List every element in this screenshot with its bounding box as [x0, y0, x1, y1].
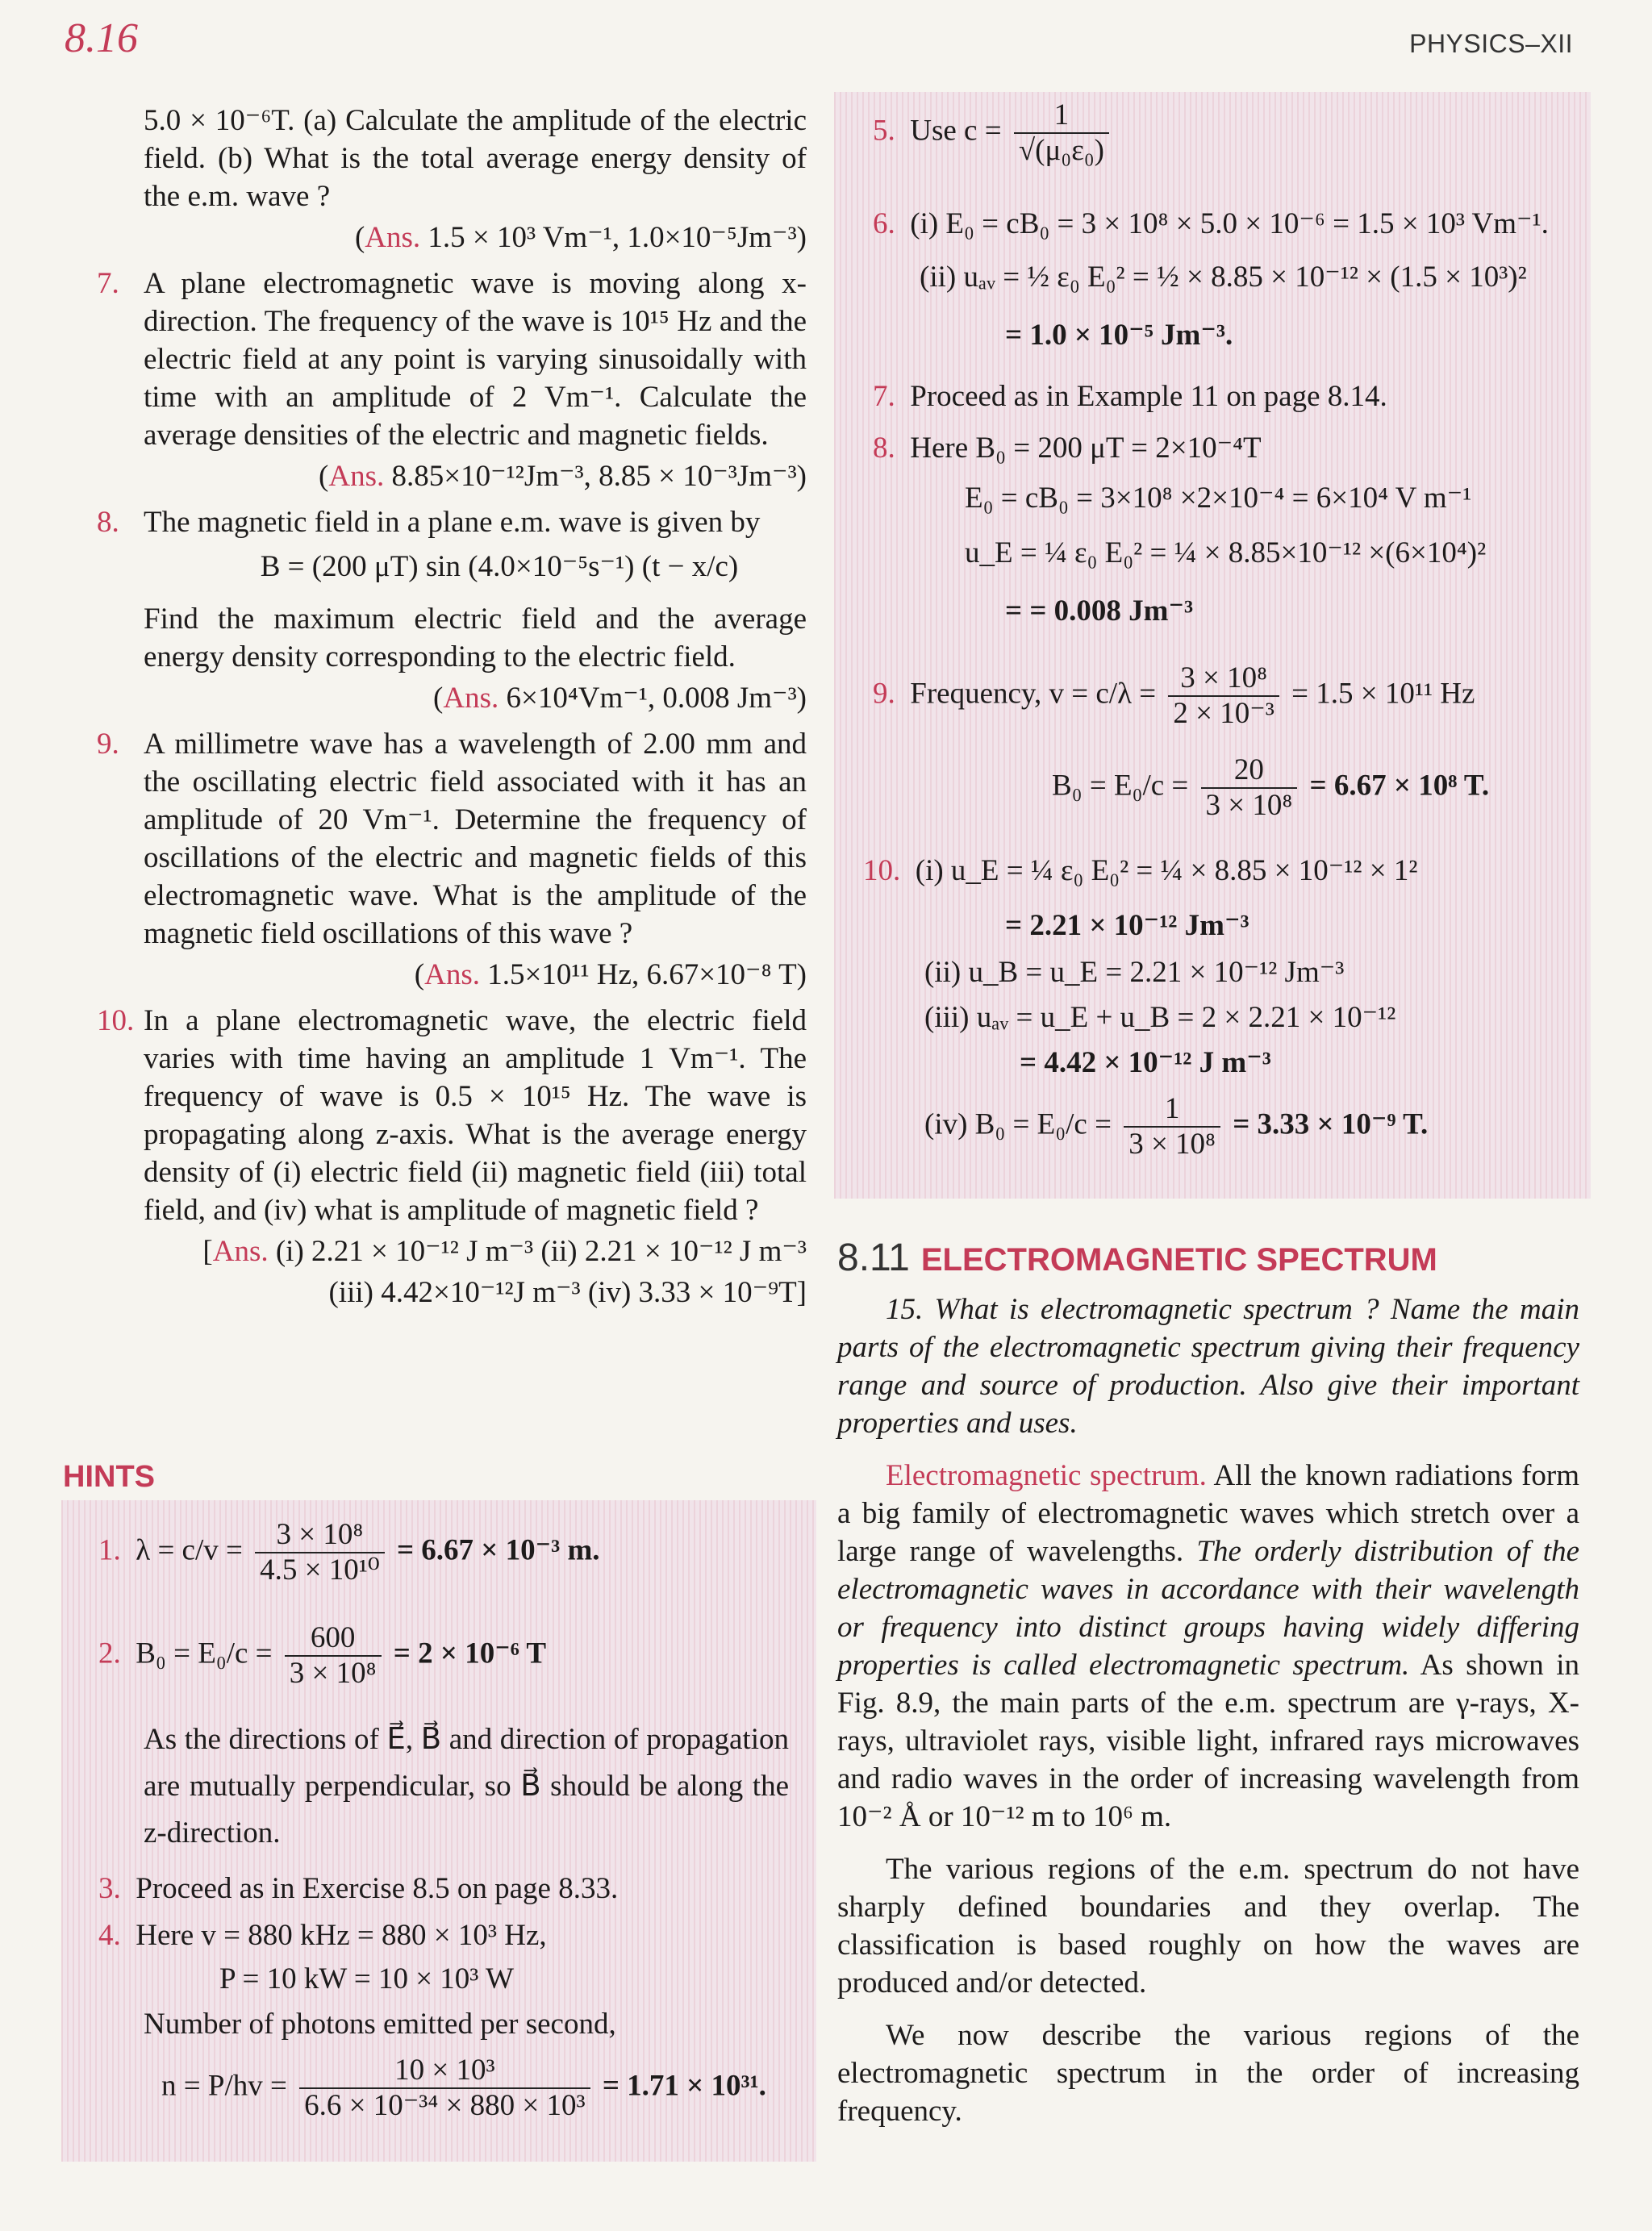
denominator: 4.5 × 10¹⁰: [260, 1553, 380, 1587]
answer-value: (iii) 4.42×10⁻¹²J m⁻³ (iv) 3.33 × 10⁻⁹T]: [328, 1276, 807, 1309]
exercise-number: 9.: [97, 728, 119, 761]
answer-label: Ans.: [328, 460, 385, 493]
hint-text: Proceed as in Example 11 on page 8.14.: [910, 380, 1387, 413]
hint-number: 10.: [863, 854, 901, 887]
answer-value: 1.5×10¹¹ Hz, 6.67×10⁻⁸ T): [487, 958, 807, 991]
numerator: 3 × 10⁸: [255, 1518, 385, 1553]
hint-6: [873, 205, 1549, 243]
denominator: 3 × 10⁸: [1205, 789, 1293, 822]
numerator: 1: [1124, 1092, 1220, 1128]
hint-8-line: E₀ = cB₀ = 3×10⁸ ×2×10⁻⁴ = 6×10⁴ V m⁻¹: [965, 482, 1472, 515]
hint-4: [98, 1916, 547, 1954]
denominator: 6.6 × 10⁻³⁴ × 880 × 10³: [304, 2089, 586, 2122]
hint-10: [863, 852, 1417, 890]
hint-2: [98, 1621, 546, 1691]
answer: (Ans. 1.5×10¹¹ Hz, 6.67×10⁻⁸ T): [414, 958, 807, 991]
hint-6-line: (ii) uₐᵥ = ½ ε₀ E₀² = ½ × 8.85 × 10⁻¹² × (1.5 × 10³)²: [920, 261, 1527, 294]
hint-4-formula: [161, 2054, 766, 2123]
hint-1: [98, 1518, 600, 1587]
hint-number: 2.: [98, 1637, 121, 1670]
exercise-number: 7.: [97, 267, 119, 300]
hint-4-line: P = 10 kW = 10 × 10³ W: [219, 1962, 514, 1995]
hint-result: = 3.33 × 10⁻⁹ T.: [1233, 1107, 1429, 1141]
hint-text: Use c =: [910, 114, 1002, 148]
exercise-7: [97, 265, 807, 495]
hint-number: 5.: [873, 114, 895, 148]
answer: [144, 1274, 807, 1311]
running-head: PHYSICS–XII: [1409, 29, 1573, 58]
answer-value: 6×10⁴Vm⁻¹, 0.008 Jm⁻³): [506, 682, 807, 715]
exercise-text: A plane electromagnetic wave is moving along x-direction. The frequency of the wave is 10¹⁵ Hz and the electric field at any point is varying sinusoidally with time with an amplitude of 2 Vm⁻¹. Calculate the average densities of the electric and magnetic fields.: [144, 267, 807, 452]
section-number: 8.11: [837, 1236, 910, 1279]
denominator: 3 × 10⁸: [1128, 1128, 1216, 1161]
hint-4-line: Number of photons emitted per second,: [144, 2008, 616, 2041]
exercise-text: In a plane electromagnetic wave, the electric field varies with time having an amplitude 1 Vm⁻¹. The frequency of wave is 0.5 × 10¹⁵ Hz. The wave is propagating along z-axis. What is the average energy density of (i) electric field (ii) magnetic field (iii) total field, and (iv) what is amplitude of magnetic field ?: [144, 1004, 807, 1227]
fraction: [1014, 98, 1109, 168]
hint-lhs: B₀ = E₀/c =: [136, 1637, 273, 1670]
section-title: ELECTROMAGNETIC SPECTRUM: [920, 1242, 1437, 1278]
hint-text: Here v = 880 kHz = 880 × 10³ Hz,: [136, 1919, 547, 1952]
answer: [Ans. (i) 2.21 × 10⁻¹² J m⁻³ (ii) 2.21 × 10⁻¹² J m⁻³: [202, 1235, 807, 1268]
hints-box-right: [834, 92, 1591, 1199]
fraction: [285, 1621, 382, 1691]
hint-result: = 1.5 × 10¹¹ Hz: [1291, 677, 1475, 711]
answer-value: (i) 2.21 × 10⁻¹² J m⁻³ (ii) 2.21 × 10⁻¹² J m⁻³: [275, 1235, 807, 1268]
answer-label: Ans.: [424, 958, 480, 991]
hint-10-iv: [924, 1092, 1428, 1161]
hint-result: = 6.67 × 10⁻³ m.: [396, 1533, 600, 1567]
hint-7: [873, 377, 1387, 415]
paragraph: [837, 1457, 1579, 1836]
section-heading: [837, 1234, 1612, 1286]
paragraph: We now describe the various regions of the electromagnetic spectrum in the order of increasing frequency.: [837, 2019, 1579, 2128]
exercise-text: The magnetic field in a plane e.m. wave is given by: [144, 506, 761, 539]
exercise-number: 8.: [97, 506, 119, 539]
hint-number: 8.: [873, 432, 895, 465]
exercise-text: 5.0 × 10⁻⁶T. (a) Calculate the amplitude of the electric field. (b) What is the total average energy density of the e.m. wave ?: [144, 104, 807, 213]
hint-8-line: = = 0.008 Jm⁻³: [1005, 594, 1194, 628]
exercise-text: Find the maximum electric field and the average energy density corresponding to the electric field.: [144, 603, 807, 673]
hint-2-text: As the directions of E⃗, B⃗ and direction of propagation are mutually perpendicular, so B⃗ should be along the z-direction.: [144, 1723, 789, 1849]
hint-9-b: [1052, 753, 1489, 823]
exercise-8: [97, 503, 807, 717]
fraction: [1168, 661, 1279, 731]
denominator: √(μ₀ε₀): [1018, 134, 1104, 167]
hint-lhs: λ = c/v =: [136, 1533, 243, 1567]
formula: B = (200 μT) sin (4.0×10⁻⁵s⁻¹) (t − x/c): [260, 550, 739, 583]
hint-number: 6.: [873, 207, 895, 240]
exercise-list: [97, 102, 807, 1320]
question-15: 15. What is electromagnetic spectrum ? Name the main parts of the electromagnetic spectrum giving their frequency range and source of production. Also give their important properties and uses.: [837, 1293, 1579, 1440]
paragraph-lead: Electromagnetic spectrum.: [886, 1459, 1207, 1492]
page-number: 8.16: [65, 15, 138, 61]
hint-8-line: u_E = ¼ ε₀ E₀² = ¼ × 8.85×10⁻¹² ×(6×10⁴)²: [965, 536, 1487, 569]
denominator: 3 × 10⁸: [289, 1657, 377, 1690]
exercise-6-continued: [97, 102, 807, 256]
answer-label: Ans.: [212, 1235, 269, 1268]
hint-number: 4.: [98, 1919, 121, 1952]
hint-result: = 1.71 × 10³¹.: [602, 2069, 766, 2103]
hint-text: Proceed as in Exercise 8.5 on page 8.33.: [136, 1872, 619, 1905]
answer-label: Ans.: [365, 221, 421, 254]
hint-3: [98, 1870, 618, 1908]
hint-line: (i) E₀ = cB₀ = 3 × 10⁸ × 5.0 × 10⁻⁶ = 1.5 × 10³ Vm⁻¹.: [910, 207, 1549, 240]
hint-lhs: B₀ = E₀/c =: [1052, 769, 1189, 803]
numerator: 10 × 10³: [299, 2054, 590, 2089]
hint-10-line: = 4.42 × 10⁻¹² J m⁻³: [1020, 1046, 1271, 1079]
hint-10-line: (iii) uₐᵥ = u_E + u_B = 2 × 2.21 × 10⁻¹²: [924, 1001, 1396, 1034]
exercise-9: [97, 725, 807, 994]
paragraph-text: As shown in Fig. 8.9, the main parts of the e.m. spectrum are γ-rays, X-rays, ultraviolet rays, visible light, infrared rays microwaves and radio waves in the order of increasing wavelength from 10⁻² Å or 10⁻¹² m to 10⁶ m.: [837, 1649, 1579, 1833]
hint-9: [873, 661, 1475, 731]
hint-5: [873, 98, 1114, 168]
answer-value: 8.85×10⁻¹²Jm⁻³, 8.85 × 10⁻³Jm⁻³): [391, 460, 807, 493]
hints-box-left: [61, 1500, 816, 2162]
denominator: 2 × 10⁻³: [1173, 697, 1274, 730]
section-body: [837, 1291, 1579, 2145]
hint-number: 9.: [873, 677, 895, 711]
paragraph-text: All the known radiations form a big family of electromagnetic waves which stretch over a large range of wavelengths.: [837, 1459, 1580, 1568]
numerator: 20: [1201, 753, 1298, 789]
numerator: 1: [1014, 98, 1109, 134]
answer: (Ans. 1.5 × 10³ Vm⁻¹, 1.0×10⁻⁵Jm⁻³): [354, 221, 807, 254]
hint-6-line: = 1.0 × 10⁻⁵ Jm⁻³.: [1005, 319, 1233, 352]
fraction: [1201, 753, 1298, 823]
hint-lhs: Frequency, v = c/λ =: [910, 677, 1157, 711]
fraction: [255, 1518, 385, 1587]
numerator: 600: [285, 1621, 382, 1657]
exercise-number: 10.: [97, 1004, 135, 1037]
fraction: [1124, 1092, 1220, 1161]
answer-label: Ans.: [443, 682, 499, 715]
hint-lhs: n = P/hv =: [161, 2069, 287, 2103]
definition-text: The orderly distribution of the electromagnetic waves in accordance with their wavelength or frequency into distinct groups having widely differing properties is called electromagnetic spectrum.: [837, 1535, 1580, 1682]
hint-line: Here B₀ = 200 μT = 2×10⁻⁴T: [910, 432, 1262, 465]
hint-10-line: = 2.21 × 10⁻¹² Jm⁻³: [1005, 909, 1249, 942]
exercise-text: A millimetre wave has a wavelength of 2.00 mm and the oscillating electric field associated with it has an amplitude of 20 Vm⁻¹. Determine the frequency of oscillations of the electric and magnetic fields of this electromagnetic wave. What is the amplitude of the magnetic field oscillations of this wave ?: [144, 728, 807, 950]
paragraph: The various regions of the e.m. spectrum do not have sharply defined boundaries and they overlap. The classification is based roughly on how the waves are produced and/or detected.: [837, 1853, 1579, 2000]
fraction: [299, 2054, 590, 2123]
hint-number: 3.: [98, 1872, 121, 1905]
hints-heading: HINTS: [63, 1460, 155, 1494]
numerator: 3 × 10⁸: [1168, 661, 1279, 697]
hint-8: [873, 429, 1262, 467]
hint-result: = 2 × 10⁻⁶ T: [393, 1637, 547, 1670]
hint-lhs: (iv) B₀ = E₀/c =: [924, 1107, 1112, 1141]
hint-10-line: (ii) u_B = u_E = 2.21 × 10⁻¹² Jm⁻³: [924, 956, 1345, 989]
answer-value: 1.5 × 10³ Vm⁻¹, 1.0×10⁻⁵Jm⁻³): [428, 221, 807, 254]
hint-result: = 6.67 × 10⁸ T.: [1309, 769, 1490, 803]
hint-number: 1.: [98, 1533, 121, 1567]
hint-number: 7.: [873, 380, 895, 413]
exercise-10: [97, 1002, 807, 1311]
answer: (Ans. 6×10⁴Vm⁻¹, 0.008 Jm⁻³): [433, 682, 807, 715]
hint-line: (i) u_E = ¼ ε₀ E₀² = ¼ × 8.85 × 10⁻¹² × 1²: [915, 854, 1418, 887]
answer: (Ans. 8.85×10⁻¹²Jm⁻³, 8.85 × 10⁻³Jm⁻³): [319, 460, 807, 493]
